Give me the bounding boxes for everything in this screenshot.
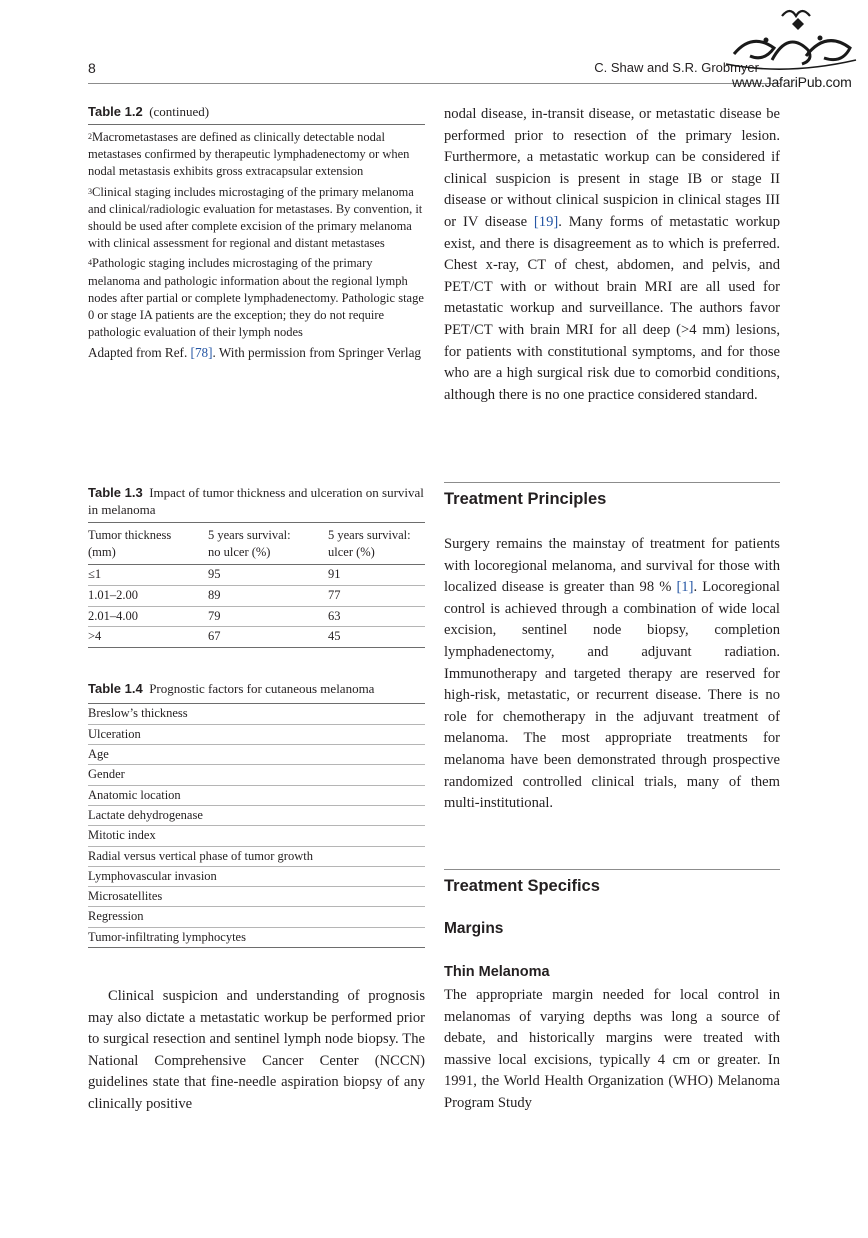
table-1-4 bbox=[88, 704, 425, 948]
note-text: Pathologic staging includes microstaging of the primary melanoma and pathologic information about the regional lymph nodes after partial or complete lymphadenectomy. Pathologic stage 0 or stage IA patients are the exception; they do not require pathologic evaluation of their lymph nodes bbox=[88, 256, 424, 340]
page-number: 8 bbox=[88, 60, 96, 76]
note-marker: 3 bbox=[88, 186, 92, 196]
section-rule bbox=[444, 482, 780, 483]
table-cell: 77 bbox=[328, 588, 341, 602]
table-note bbox=[88, 184, 425, 253]
table-1-2-notes bbox=[88, 129, 425, 362]
table-row bbox=[88, 586, 425, 607]
table-row bbox=[88, 887, 425, 907]
paragraph-text: The appropriate margin needed for local control in melanomas of varying depths was long a source of debate, and historically margins were treated with massive local excisions, typically 4 cm or greater. In 1991, the World Health Organization (WHO) Melanoma Program Study bbox=[444, 987, 780, 1111]
table-cell: Regression bbox=[88, 909, 144, 924]
table-1-4-caption-text: Prognostic factors for cutaneous melanoma bbox=[149, 681, 375, 696]
table-1-2-label: Table 1.2 bbox=[88, 104, 143, 119]
table-cell: Radial versus vertical phase of tumor growth bbox=[88, 848, 313, 863]
table-1-3-label: Table 1.3 bbox=[88, 485, 143, 500]
table-cell: 2.01–4.00 bbox=[88, 608, 138, 623]
table-row bbox=[88, 606, 425, 627]
reference-link[interactable]: [19] bbox=[533, 213, 559, 230]
table-row bbox=[88, 866, 425, 886]
table-cell: 67 bbox=[208, 629, 221, 643]
heading-margins: Margins bbox=[444, 920, 504, 937]
note-text: Clinical staging includes microstaging of the primary melanoma and clinical/radiologic evaluation for metastases. By convention, it should be used after complete excision of the primary melanoma with clinical assessment for regional and distant metastases bbox=[88, 184, 423, 251]
note-marker: 4 bbox=[88, 258, 92, 268]
table-cell: Microsatellites bbox=[88, 889, 163, 904]
table-cell: 45 bbox=[328, 629, 341, 643]
watermark-text: www.JafariPub.com bbox=[732, 74, 852, 90]
heading-treatment-specifics: Treatment Specifics bbox=[444, 877, 600, 895]
table-note bbox=[88, 129, 425, 181]
right-paragraph-3 bbox=[444, 985, 780, 1115]
column-header: 5 years survival: ulcer (%) bbox=[328, 528, 411, 559]
table-cell: Lactate dehydrogenase bbox=[88, 807, 203, 822]
table-cell: >4 bbox=[88, 629, 102, 643]
note-text: Macrometastases are defined as clinically detectable nodal metastases confirmed by therapeutic lymphadenectomy or when nodal metastasis exhibits gross extracapsular extension bbox=[88, 130, 410, 179]
table-1-2-rule bbox=[88, 124, 425, 125]
heading-treatment-principles: Treatment Principles bbox=[444, 490, 607, 508]
table-note bbox=[88, 255, 425, 341]
table-row bbox=[88, 765, 425, 785]
source-prefix: Adapted from Ref. bbox=[88, 345, 191, 361]
table-cell: Breslow’s thickness bbox=[88, 706, 188, 720]
note-marker: 2 bbox=[88, 132, 92, 141]
table-cell: Anatomic location bbox=[88, 787, 181, 802]
heading-thin-melanoma: Thin Melanoma bbox=[444, 964, 550, 980]
table-cell: 91 bbox=[328, 567, 341, 581]
table-1-4-caption bbox=[88, 680, 425, 697]
table-1-3-body bbox=[88, 565, 425, 648]
table-1-3-top-rule bbox=[88, 522, 425, 523]
table-1-2-caption bbox=[88, 103, 425, 120]
table-row bbox=[88, 565, 425, 586]
column-header: Tumor thickness (mm) bbox=[88, 528, 172, 559]
survival-table bbox=[88, 527, 425, 565]
table-cell: Gender bbox=[88, 767, 125, 782]
table-1-3 bbox=[88, 527, 425, 565]
reference-link[interactable]: [1] bbox=[676, 579, 694, 596]
table-cell: Ulceration bbox=[88, 726, 141, 741]
table-row bbox=[88, 907, 425, 927]
table-row bbox=[88, 627, 425, 648]
left-body-paragraph bbox=[88, 986, 425, 1116]
table-source-note bbox=[88, 344, 425, 362]
header-rule bbox=[88, 83, 780, 84]
paragraph-text: Clinical suspicion and understanding of prognosis may also dictate a metastatic workup be performed prior to surgical resection and sentinel lymph node biopsy. The National Comprehensive Cancer Center (NCCN) guidelines state that fine-needle aspiration biopsy of any clinically positive bbox=[88, 988, 425, 1112]
section-rule bbox=[444, 869, 780, 870]
table-header-row bbox=[88, 527, 425, 565]
table-1-3-caption-text: Impact of tumor thickness and ulceration on survival in melanoma bbox=[88, 485, 424, 517]
table-cell: 1.01–2.00 bbox=[88, 588, 138, 602]
table-cell: Age bbox=[88, 747, 109, 762]
table-1-3-caption bbox=[88, 484, 425, 518]
source-suffix: . With permission from Springer Verlag bbox=[212, 345, 422, 361]
running-head: C. Shaw and S.R. Grobmyer bbox=[594, 60, 759, 75]
table-1-4-label: Table 1.4 bbox=[88, 681, 143, 696]
table-cell: Tumor-infiltrating lymphocytes bbox=[88, 929, 246, 944]
table-cell: 79 bbox=[208, 608, 221, 623]
paragraph-text: nodal disease, in-transit disease, or metastatic disease be performed prior to resection of the primary lesion. Furthermore, a metastatic workup can be considered if clinical suspicion is present in stage IB or stage II disease or without clinical suspicion in clinical stages III or IV disease [19]. Many forms of metastatic workup exist, and there is disagreement as to which is preferred. Chest x-ray, CT of chest, abdomen, and pelvis, and PET/CT with or without brain MRI are all used for metastatic workup and surveillance. The authors favor PET/CT with brain MRI for all deep (>4 mm) lesions, for patients with constitutional symptoms, and for those who are a high surgical risk due to comorbid conditions, although there is no one practice considered standard. bbox=[444, 106, 780, 403]
publisher-watermark bbox=[722, 4, 864, 96]
right-paragraph-1 bbox=[444, 104, 780, 406]
table-row bbox=[88, 805, 425, 825]
table-row bbox=[88, 826, 425, 846]
table-cell: 89 bbox=[208, 588, 221, 602]
table-1-2-caption-text: (continued) bbox=[149, 104, 210, 119]
column-header: 5 years survival: no ulcer (%) bbox=[208, 528, 291, 559]
table-row bbox=[88, 785, 425, 805]
table-cell: Lymphovascular invasion bbox=[88, 868, 217, 883]
table-row bbox=[88, 927, 425, 947]
table-row bbox=[88, 846, 425, 866]
watermark-logo-icon bbox=[722, 4, 864, 76]
table-row bbox=[88, 704, 425, 724]
table-cell: ≤1 bbox=[88, 567, 102, 581]
right-paragraph-2 bbox=[444, 534, 780, 815]
prognostic-factors-table bbox=[88, 704, 425, 948]
reference-link[interactable]: [78] bbox=[190, 345, 213, 361]
table-row bbox=[88, 724, 425, 744]
table-cell: 95 bbox=[208, 567, 221, 581]
table-cell: Mitotic index bbox=[88, 828, 156, 843]
paragraph-text: Surgery remains the mainstay of treatment for patients with locoregional melanoma, and survival for those with localized disease is greater than 98 % [1]. Locoregional control is achieved through a combination of wide local excision, sentinel node biopsy, completion lymphadenectomy, and adjuvant radiation. Immunotherapy and targeted therapy are reserved for high-risk, metastatic, or recurrent disease. There is no role for chemotherapy in the adjuvant treatment of melanoma. The most appropriate treatments for melanoma have been demonstrated through prospective randomized controlled clinical trials, many of them multi-institutional. bbox=[444, 536, 780, 812]
table-row bbox=[88, 745, 425, 765]
table-cell: 63 bbox=[328, 608, 341, 623]
